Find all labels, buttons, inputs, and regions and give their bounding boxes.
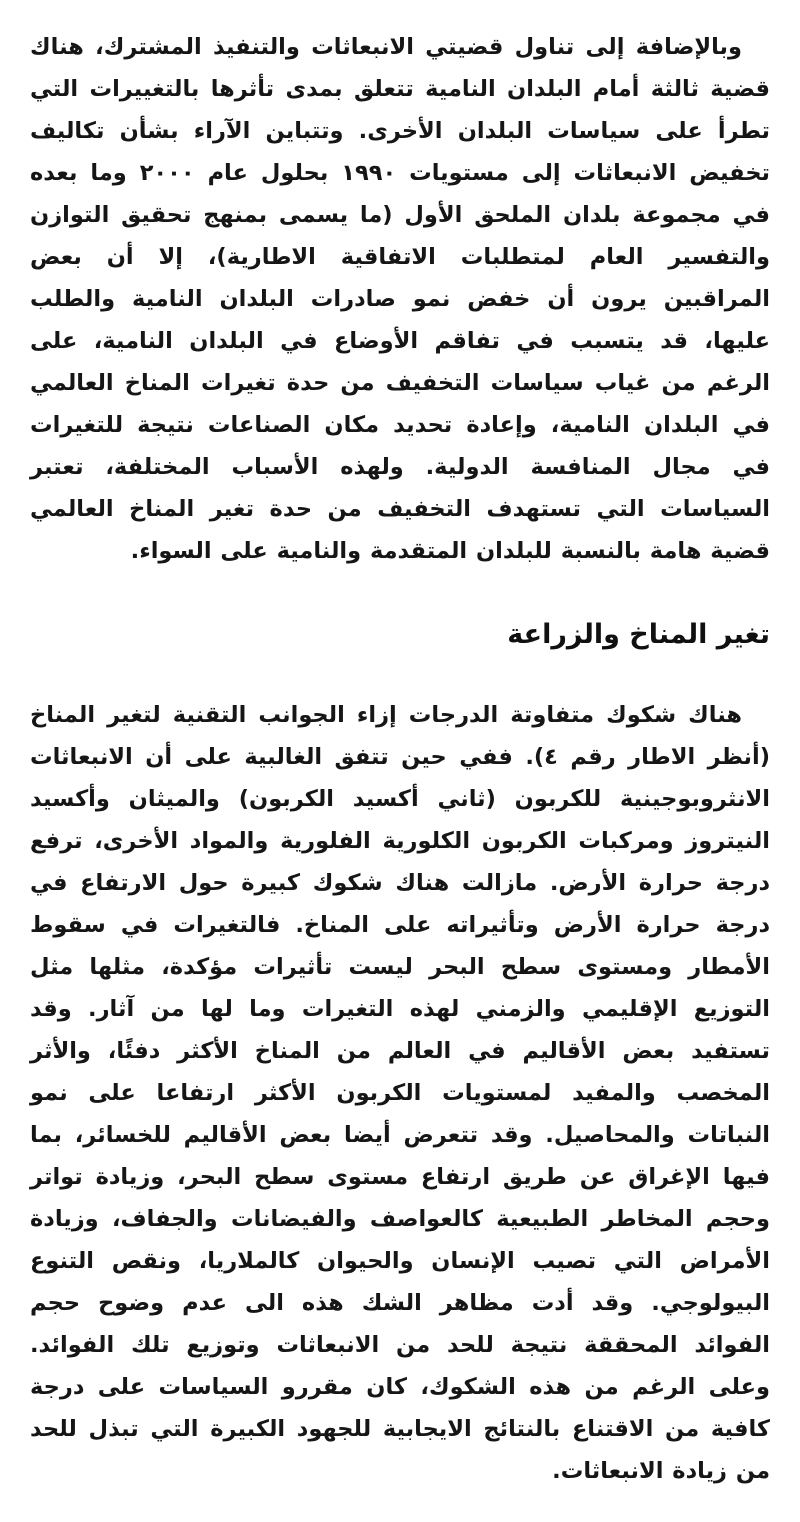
paragraph-emissions-policy: وبالإضافة إلى تناول قضيتي الانبعاثات والتنفيذ المشترك، هناك قضية ثالثة أمام البلدان النامية تتعلق بمدى تأثرها بالتغييرات التي تطرأ على سياسات البلدان الأخرى. وتتباين الآراء بشأن تكاليف تخفيض الانبعاثات إلى مستويات ١٩٩٠ بحلول عام ٢٠٠٠ وما بعده في مجموعة بلدان الملحق الأول (ما يسمى بمنهج تحقيق التوازن والتفسير العام لمتطلبات الاتفاقية الاطارية)، إلا أن بعض المراقبين يرون أن خفض نمو صادرات البلدان النامية والطلب عليها، قد يتسبب في تفاقم الأوضاع في البلدان النامية، على الرغم من غياب سياسات التخفيف من حدة تغيرات المناخ العالمي في البلدان النامية، وإعادة تحديد مكان الصناعات نتيجة للتغيرات في مجال المنافسة الدولية. ولهذه الأسباب المختلفة، تعتبر السياسات التي تستهدف التخفيف من حدة تغير المناخ العالمي قضية هامة بالنسبة للبلدان المتقدمة والنامية على السواء. xyxy=(30,34,770,564)
paragraph-climate-uncertainty: هناك شكوك متفاوتة الدرجات إزاء الجوانب التقنية لتغير المناخ (أنظر الاطار رقم ٤). ففي حين تتفق الغالبية على أن الانبعاثات الانثروبوجينية للكربون (ثاني أكسيد الكربون) والميثان وأكسيد النيتروز ومركبات الكربون الكلورية الفلورية والمواد الأخرى، ترفع درجة حرارة الأرض. مازالت هناك شكوك كبيرة حول الارتفاع في درجة حرارة الأرض وتأثيراته على المناخ. فالتغيرات في سقوط الأمطار ومستوى سطح البحر ليست تأثيرات مؤكدة، مثلها مثل التوزيع الإقليمي والزمني لهذه التغيرات وما لها من آثار. وقد تستفيد بعض الأقاليم في العالم من المناخ الأكثر دفئًا، والأثر المخصب والمفيد لمستويات الكربون الأكثر ارتفاعا على نمو النباتات والمحاصيل. وقد تتعرض أيضا بعض الأقاليم للخسائر، بما فيها الإغراق عن طريق ارتفاع مستوى سطح البحر، وزيادة تواتر وحجم المخاطر الطبيعية كالعواصف والفيضانات والجفاف، وزيادة الأمراض التي تصيب الإنسان والحيوان كالملاريا، ونقص التنوع البيولوجي. وقد أدت مظاهر الشك هذه الى عدم وضوح حجم الفوائد المحققة نتيجة للحد من الانبعاثات وتوزيع تلك الفوائد. وعلى الرغم من هذه الشكوك، كان مقررو السياسات على درجة كافية من الاقتناع بالنتائج الايجابية للجهود الكبيرة التي تبذل للحد من زيادة الانبعاثات. xyxy=(30,702,770,1484)
section-heading-climate-change-agriculture: تغير المناخ والزراعة xyxy=(507,619,770,650)
